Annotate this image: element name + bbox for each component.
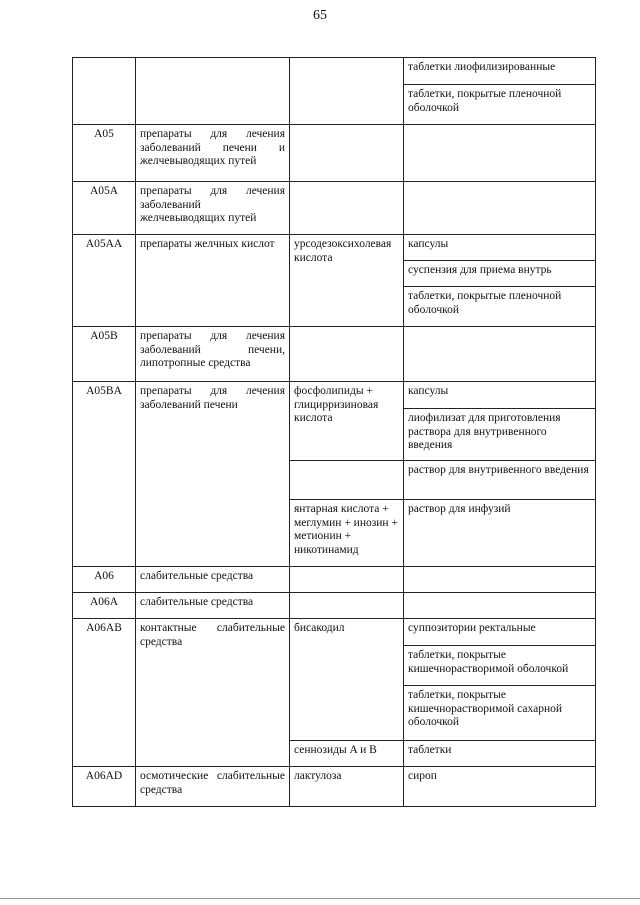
substance-name: урсодезоксихолевая кислота: [290, 235, 404, 327]
atc-code: A05AA: [73, 235, 136, 327]
dosage-form: сироп: [404, 767, 596, 807]
dosage-form: таблетки лиофилизированные: [404, 58, 596, 85]
atc-code: A05: [73, 125, 136, 182]
group-name: контактные слабительные средства: [136, 619, 290, 767]
substance-name: лактулоза: [290, 767, 404, 807]
substance-name: [290, 461, 404, 500]
table-row: [73, 58, 596, 85]
substance-name: [290, 593, 404, 619]
group-name: препараты желчных кислот: [136, 235, 290, 327]
dosage-form: [404, 327, 596, 382]
group-name: осмотические слабительные средства: [136, 767, 290, 807]
dosage-form: суспензия для приема внутрь: [404, 261, 596, 287]
dosage-form: [404, 593, 596, 619]
atc-code: A05B: [73, 327, 136, 382]
substance-name: сеннозиды A и B: [290, 741, 404, 767]
table-row: [73, 382, 596, 409]
dosage-form: таблетки, покрытые пленочной оболочкой: [404, 287, 596, 327]
group-name: слабительные средства: [136, 567, 290, 593]
atc-code: A05BA: [73, 382, 136, 567]
dosage-form: таблетки: [404, 741, 596, 767]
table-row: [73, 125, 596, 182]
dosage-form: [404, 125, 596, 182]
atc-code: A06: [73, 567, 136, 593]
table-row: [73, 767, 596, 807]
dosage-form: раствор для внутривенного введения: [404, 461, 596, 500]
dosage-form: таблетки, покрытые кишечнорастворимой сахарной оболочкой: [404, 686, 596, 741]
group-name: препараты для лечения заболеваний печени, липотропные средства: [136, 327, 290, 382]
table-row: [73, 235, 596, 261]
substance-name: [290, 567, 404, 593]
group-name: препараты для лечения заболеваний печени и желчевыводящих путей: [136, 125, 290, 182]
table-row: [73, 182, 596, 235]
group-name: [136, 58, 290, 125]
dosage-form: таблетки, покрытые кишечнорастворимой оболочкой: [404, 646, 596, 686]
atc-code: A05A: [73, 182, 136, 235]
dosage-form: [404, 567, 596, 593]
atc-code: [73, 58, 136, 125]
table-row: [73, 327, 596, 382]
substance-name: фосфолипиды + глицирризиновая кислота: [290, 382, 404, 461]
dosage-form: раствор для инфузий: [404, 500, 596, 567]
table-row: [73, 567, 596, 593]
atc-code: A06AD: [73, 767, 136, 807]
substance-name: [290, 125, 404, 182]
dosage-form: таблетки, покрытые пленочной оболочкой: [404, 85, 596, 125]
atc-code: A06AB: [73, 619, 136, 767]
page-number: 65: [313, 8, 327, 23]
group-name: слабительные средства: [136, 593, 290, 619]
drug-classification-table: [72, 57, 596, 807]
substance-name: [290, 182, 404, 235]
dosage-form: капсулы: [404, 235, 596, 261]
substance-name: янтарная кислота + меглумин + инозин + метионин + никотинамид: [290, 500, 404, 567]
substance-name: бисакодил: [290, 619, 404, 741]
dosage-form: [404, 182, 596, 235]
dosage-form: лиофилизат для приготовления раствора для внутривенного введения: [404, 409, 596, 461]
substance-name: [290, 58, 404, 125]
group-name: препараты для лечения заболеваний желчевыводящих путей: [136, 182, 290, 235]
substance-name: [290, 327, 404, 382]
dosage-form: суппозитории ректальные: [404, 619, 596, 646]
bottom-rule: [0, 898, 640, 899]
table-row: [73, 619, 596, 646]
group-name: препараты для лечения заболеваний печени: [136, 382, 290, 567]
atc-code: A06A: [73, 593, 136, 619]
dosage-form: капсулы: [404, 382, 596, 409]
table-row: [73, 593, 596, 619]
